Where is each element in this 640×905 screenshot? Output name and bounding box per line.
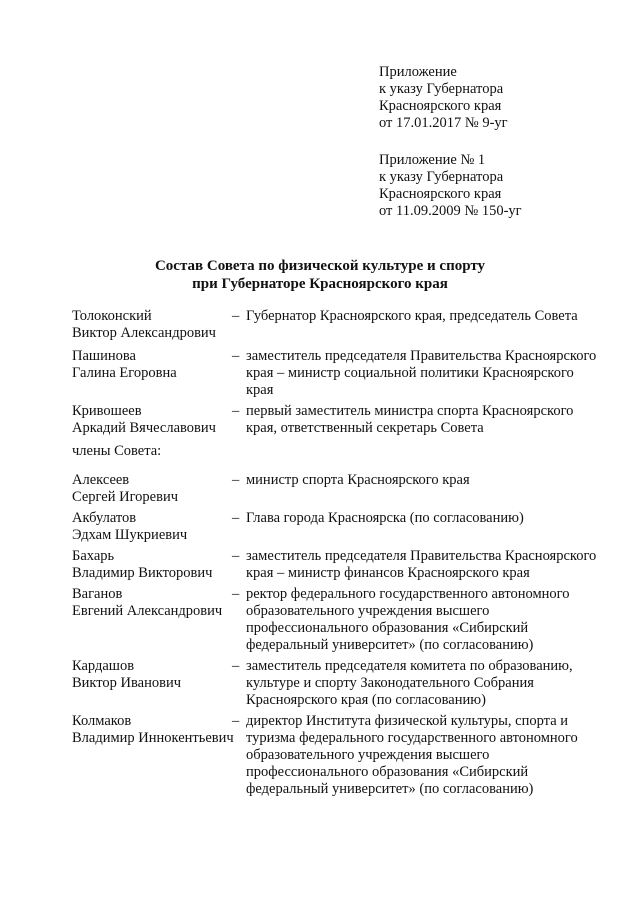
member-given-name: Галина Егоровна (72, 365, 177, 381)
member-name (72, 586, 232, 654)
member-row (72, 472, 632, 506)
member-name (72, 658, 232, 709)
dash: – (232, 308, 240, 324)
dash: – (232, 713, 240, 729)
member-role: заместитель председателя комитета по образованию, культуре и спорту Законодательного Собрания Красноярского края (по согласованию) (246, 658, 573, 708)
member-surname: Колмаков (72, 713, 132, 729)
member-row (72, 658, 632, 709)
member-given-name: Владимир Иннокентьевич (72, 730, 234, 746)
dash: – (232, 403, 240, 419)
member-row (72, 348, 632, 399)
member-surname: Акбулатов (72, 510, 137, 526)
council-members-list (72, 308, 632, 802)
appendix-header (379, 64, 629, 132)
appendix-line: Красноярского края (379, 98, 502, 114)
member-surname: Кривошеев (72, 403, 142, 419)
appendix-line: к указу Губернатора (379, 81, 504, 97)
title-line-1: Состав Совета по физической культуре и спорту (154, 258, 486, 274)
member-row (72, 713, 632, 798)
member-role: заместитель председателя Правительства Красноярского края – министр финансов Красноярского края (246, 548, 597, 581)
original-appendix-header (379, 152, 629, 220)
member-surname: Толоконский (72, 308, 152, 324)
member-name (72, 308, 232, 342)
member-surname: Ваганов (72, 586, 123, 602)
title-line-2: при Губернаторе Красноярского края (192, 276, 448, 292)
dash: – (232, 586, 240, 602)
member-name (72, 510, 232, 544)
appendix-line: Приложение № 1 (379, 152, 486, 168)
member-surname: Пашинова (72, 348, 136, 364)
member-given-name: Владимир Викторович (72, 565, 213, 581)
member-surname: Кардашов (72, 658, 135, 674)
member-given-name: Аркадий Вячеславович (72, 420, 216, 436)
dash: – (232, 472, 240, 488)
member-role: заместитель председателя Правительства Красноярского края – министр социальной политики Красноярского края (246, 348, 597, 398)
member-row (72, 548, 632, 582)
dash: – (232, 510, 240, 526)
dash: – (232, 658, 240, 674)
appendix-line: к указу Губернатора (379, 169, 504, 185)
member-row (72, 403, 632, 437)
member-role: первый заместитель министра спорта Красноярского края, ответственный секретарь Совета (246, 403, 574, 436)
member-role: директор Института физической культуры, спорта и туризма федерального государственного автономного образовательного учреждения высшего профессионального образования «Сибирский федеральный университет» (по согласованию) (246, 713, 578, 797)
member-row (72, 510, 632, 544)
document-title (0, 257, 640, 293)
member-name (72, 403, 232, 437)
member-given-name: Виктор Александрович (72, 325, 216, 341)
member-role: Глава города Красноярска (по согласованию) (246, 510, 524, 526)
member-role: министр спорта Красноярского края (246, 472, 470, 488)
member-row (72, 586, 632, 654)
appendix-line: Красноярского края (379, 186, 502, 202)
member-role: Губернатор Красноярского края, председатель Совета (246, 308, 578, 324)
member-given-name: Сергей Игоревич (72, 489, 179, 505)
member-name (72, 713, 232, 798)
appendix-line: Приложение (379, 64, 457, 80)
dash: – (232, 548, 240, 564)
member-given-name: Виктор Иванович (72, 675, 182, 691)
member-surname: Бахарь (72, 548, 115, 564)
dash: – (232, 348, 240, 364)
appendix-line: от 17.01.2017 № 9-уг (379, 115, 508, 131)
member-name (72, 548, 232, 582)
member-surname: Алексеев (72, 472, 130, 488)
member-name (72, 348, 232, 399)
appendix-line: от 11.09.2009 № 150-уг (379, 203, 522, 219)
member-row (72, 308, 632, 342)
member-given-name: Евгений Александрович (72, 603, 223, 619)
member-given-name: Эдхам Шукриевич (72, 527, 188, 543)
member-role: ректор федерального государственного автономного образовательного учреждения высшего профессионального образования «Сибирский федеральный университет» (по согласованию) (246, 586, 570, 653)
members-label: члены Совета: (72, 443, 162, 459)
member-name (72, 472, 232, 506)
